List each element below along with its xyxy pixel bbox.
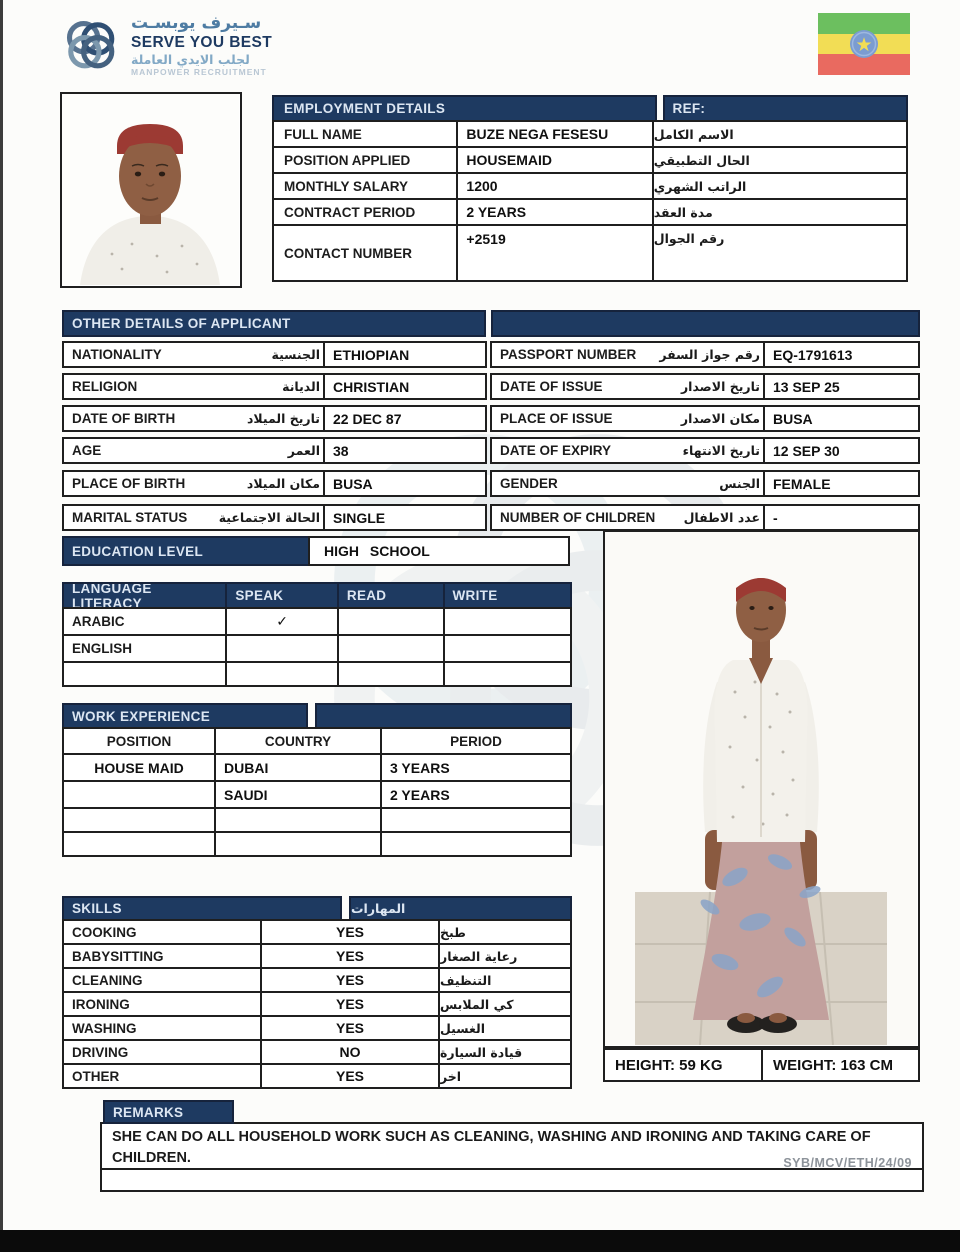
speak-check: ✓ xyxy=(225,607,339,636)
field-value: BUSA xyxy=(763,405,920,432)
field-arabic-label: رقم الجوال xyxy=(652,224,908,282)
field-arabic-label: الحال التطبيقي xyxy=(652,146,908,174)
field-arabic-label: الراتب الشهري xyxy=(652,172,908,200)
skill-label: WASHING xyxy=(62,1015,262,1041)
logo-name: SERVE YOU BEST xyxy=(131,33,273,51)
height-value: HEIGHT: 59 KG xyxy=(603,1048,763,1082)
field-label: PLACE OF BIRTH xyxy=(72,476,186,491)
field-value: 13 SEP 25 xyxy=(763,373,920,400)
skill-value: YES xyxy=(260,991,440,1017)
skill-arabic-label: التنظيف xyxy=(438,967,572,993)
svg-text:★: ★ xyxy=(855,34,873,56)
other-details-title: OTHER DETAILS OF APPLICANT xyxy=(62,310,486,337)
remarks-box xyxy=(100,1122,924,1192)
field-value: CHRISTIAN xyxy=(323,373,487,400)
field-label: CONTACT NUMBER xyxy=(272,224,458,282)
skill-arabic-label: كي الملابس xyxy=(438,991,572,1017)
field-label: DATE OF EXPIRY xyxy=(500,443,612,458)
language-name: ENGLISH xyxy=(62,634,227,663)
logo-tagline: MANPOWER RECRUITMENT xyxy=(131,66,267,77)
full-body-photo-image xyxy=(605,532,917,1045)
remarks-text: SHE CAN DO ALL HOUSEHOLD WORK SUCH AS CLEANING, WASHING AND IRONING AND TAKING CARE OF CHILDREN. xyxy=(102,1124,922,1170)
skill-value: NO xyxy=(260,1039,440,1065)
field-value: - xyxy=(763,504,920,531)
skill-label: CLEANING xyxy=(62,967,262,993)
period-cell xyxy=(380,807,572,833)
position-cell xyxy=(62,780,216,809)
period-cell: 2 YEARS xyxy=(380,780,572,809)
remarks-empty-row xyxy=(102,1170,922,1190)
column-header: SPEAK xyxy=(225,582,339,609)
write-cell xyxy=(443,661,572,687)
portrait-photo-image xyxy=(62,94,239,285)
skill-label: OTHER xyxy=(62,1063,262,1089)
field-arabic-label: الجنسية xyxy=(271,347,320,362)
write-cell xyxy=(443,634,572,663)
field-arabic-label: تاريخ الانتهاء xyxy=(682,443,760,458)
language-name: ARABIC xyxy=(62,607,227,636)
field-value: ETHIOPIAN xyxy=(323,341,487,368)
field-label: MONTHLY SALARY xyxy=(272,172,458,200)
work-experience-title: WORK EXPERIENCE xyxy=(62,703,308,729)
header-gap xyxy=(308,703,315,729)
remarks-title: REMARKS xyxy=(103,1100,234,1124)
column-header: PERIOD xyxy=(380,727,572,755)
speak-cell xyxy=(225,661,339,687)
column-header: READ xyxy=(337,582,445,609)
skill-arabic-label: قيادة السيارة xyxy=(438,1039,572,1065)
field-value: FEMALE xyxy=(763,470,920,497)
field-label: AGE xyxy=(72,443,102,458)
height-weight-row xyxy=(603,1048,920,1082)
field-arabic-label: مكان الميلاد xyxy=(246,476,320,491)
scan-edge-bottom xyxy=(0,1230,960,1252)
other-details-right-table xyxy=(490,341,920,531)
field-arabic-label: الجنس xyxy=(719,476,760,491)
employment-ref-label: REF: xyxy=(663,95,908,122)
skills-table xyxy=(62,896,572,1089)
column-header: POSITION xyxy=(62,727,216,755)
education-level-label: EDUCATION LEVEL xyxy=(62,536,310,566)
field-value: 38 xyxy=(323,437,487,464)
other-details-left-table xyxy=(62,341,487,531)
weight-value: WEIGHT: 163 CM xyxy=(761,1048,920,1082)
field-arabic-label: العمر xyxy=(287,443,320,458)
country-cell: SAUDI xyxy=(214,780,382,809)
field-arabic-label: الديانة xyxy=(282,379,320,394)
ethiopia-flag-icon xyxy=(818,13,910,75)
skills-title: SKILLS xyxy=(62,896,342,921)
field-label: DATE OF BIRTH xyxy=(72,411,176,426)
logo-arabic-tagline: لجلب الايدي العاملة xyxy=(131,52,250,68)
position-cell xyxy=(62,831,216,857)
field-arabic-label: رقم جواز السفر xyxy=(659,347,760,362)
other-details-header-bar-right xyxy=(491,310,920,337)
skill-value: YES xyxy=(260,943,440,969)
column-header: COUNTRY xyxy=(214,727,382,755)
field-value: EQ-1791613 xyxy=(763,341,920,368)
skill-value: YES xyxy=(260,967,440,993)
employment-title: EMPLOYMENT DETAILS xyxy=(272,95,657,122)
position-cell xyxy=(62,807,216,833)
field-arabic-label: عدد الاطفال xyxy=(683,510,760,525)
document-code: SYB/MCV/ETH/24/09 xyxy=(783,1156,912,1170)
field-label: MARITAL STATUS xyxy=(72,510,188,525)
portrait-photo xyxy=(60,92,242,288)
other-details-section xyxy=(62,310,920,560)
write-cell xyxy=(443,607,572,636)
field-label: POSITION APPLIED xyxy=(272,146,458,174)
field-arabic-label: مكان الاصدار xyxy=(680,411,760,426)
work-experience-header-bar-right xyxy=(315,703,572,729)
field-value: 22 DEC 87 xyxy=(323,405,487,432)
skill-value: YES xyxy=(260,1063,440,1089)
read-cell xyxy=(337,634,445,663)
read-cell xyxy=(337,607,445,636)
skill-value: YES xyxy=(260,1015,440,1041)
employment-table xyxy=(272,95,908,282)
skill-label: BABYSITTING xyxy=(62,943,262,969)
education-level-value: HIGH SCHOOL xyxy=(308,536,570,566)
agency-logo xyxy=(58,10,272,78)
field-arabic-label: مدة العقد xyxy=(652,198,908,226)
field-value: BUZE NEGA FESESU xyxy=(456,120,653,148)
period-cell xyxy=(380,831,572,857)
field-arabic-label: تاريخ الاصدار xyxy=(680,379,760,394)
knot-logo-icon xyxy=(58,10,122,78)
field-value: SINGLE xyxy=(323,504,487,531)
field-label: PLACE OF ISSUE xyxy=(500,411,613,426)
skill-label: COOKING xyxy=(62,919,262,945)
speak-cell xyxy=(225,634,339,663)
field-label: PASSPORT NUMBER xyxy=(500,347,637,362)
field-label: NATIONALITY xyxy=(72,347,162,362)
skill-arabic-label: رعاية الصغار xyxy=(438,943,572,969)
education-level-row xyxy=(62,536,572,566)
field-label: DATE OF ISSUE xyxy=(500,379,603,394)
column-header: LANGUAGE LITERACY xyxy=(62,582,227,609)
logo-arabic-name: سـيرف يوبسـت xyxy=(131,13,262,33)
language-literacy-table xyxy=(62,582,572,687)
field-label: NUMBER OF CHILDREN xyxy=(500,510,656,525)
field-arabic-label: تاريخ الميلاد xyxy=(246,411,320,426)
skill-label: DRIVING xyxy=(62,1039,262,1065)
header-gap xyxy=(342,896,349,921)
skill-label: IRONING xyxy=(62,991,262,1017)
country-cell xyxy=(214,807,382,833)
skill-arabic-label: طبخ xyxy=(438,919,572,945)
position-cell: HOUSE MAID xyxy=(62,753,216,782)
field-label: GENDER xyxy=(500,476,558,491)
field-value: +2519 xyxy=(456,224,653,282)
column-header: WRITE xyxy=(443,582,573,609)
skill-value: YES xyxy=(260,919,440,945)
language-name xyxy=(62,661,227,687)
read-cell xyxy=(337,661,445,687)
full-body-photo xyxy=(603,530,920,1048)
field-value: 1200 xyxy=(456,172,653,200)
field-value: 2 YEARS xyxy=(456,198,653,226)
field-label: FULL NAME xyxy=(272,120,458,148)
country-cell xyxy=(214,831,382,857)
field-value: 12 SEP 30 xyxy=(763,437,920,464)
field-label: CONTRACT PERIOD xyxy=(272,198,458,226)
skill-arabic-label: الغسيل xyxy=(438,1015,572,1041)
field-arabic-label: الحالة الاجتماعية xyxy=(218,510,320,525)
period-cell: 3 YEARS xyxy=(380,753,572,782)
field-label: RELIGION xyxy=(72,379,138,394)
scan-edge-left xyxy=(0,0,3,1230)
work-experience-table xyxy=(62,703,572,857)
field-value: HOUSEMAID xyxy=(456,146,653,174)
skill-arabic-label: اخر xyxy=(438,1063,572,1089)
country-cell: DUBAI xyxy=(214,753,382,782)
field-arabic-label: الاسم الكامل xyxy=(652,120,908,148)
field-value: BUSA xyxy=(323,470,487,497)
skills-title-arabic: المهارات xyxy=(349,896,572,921)
